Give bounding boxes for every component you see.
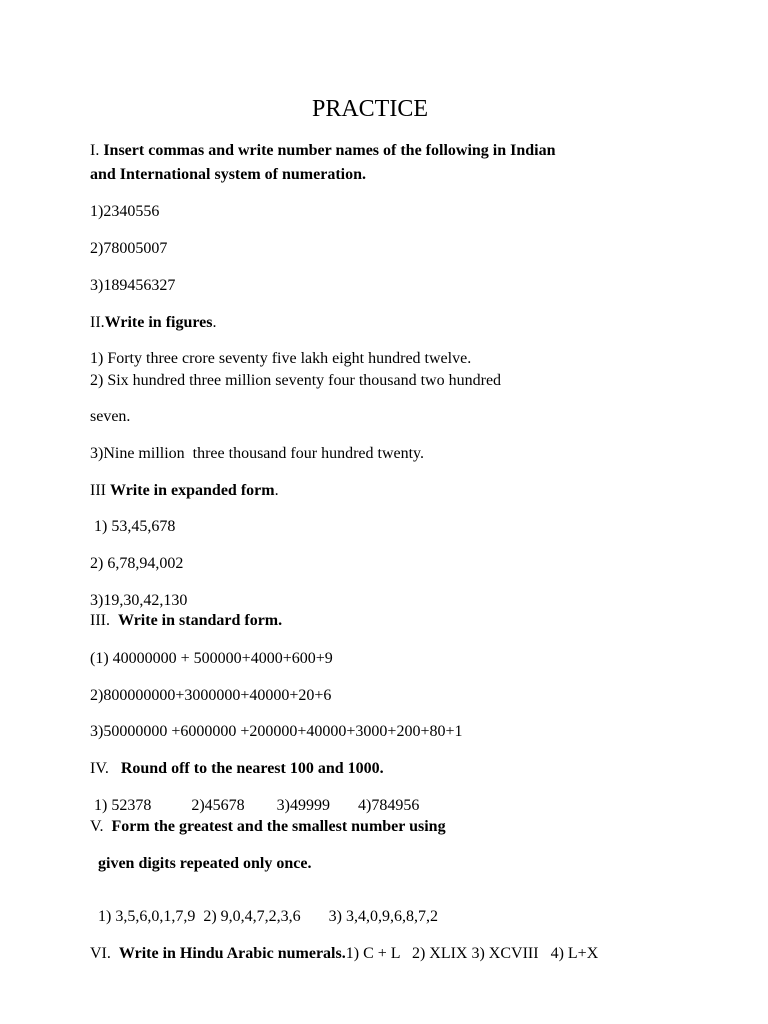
section-6-heading-cont <box>90 854 311 874</box>
section-3-heading <box>90 481 279 501</box>
section-1-heading-text: Insert commas and write number names of the following in Indian <box>103 142 556 159</box>
section-7-heading-text: Write in Hindu Arabic numerals. <box>118 945 346 962</box>
section-7-heading <box>90 944 598 964</box>
section-6-heading-text-2: given digits repeated only once. <box>90 855 312 872</box>
section-4-heading-text: Write in standard form. <box>117 612 283 629</box>
section-3-item-1: 1) 53,45,678 <box>90 518 176 535</box>
section-1-heading-cont <box>90 165 366 185</box>
section-4-heading <box>90 611 282 631</box>
section-2-heading-text: Write in figures <box>104 314 213 331</box>
section-1-item-3: 3)189456327 <box>90 277 176 294</box>
page-title: PRACTICE <box>311 96 428 122</box>
section-5-number: IV. <box>90 760 121 777</box>
section-6-items: 1) 3,5,6,0,1,7,9 2) 9,0,4,7,2,3,6 3) 3,4,0,9,6,8,7,2 <box>90 908 438 925</box>
section-2-item-1: 1) Forty three crore seventy five lakh eight hundred twelve. <box>90 350 472 367</box>
section-6-number: V. <box>90 818 112 835</box>
section-2-number: II. <box>90 314 105 331</box>
section-7-items: 1) C + L 2) XLIX 3) XCVIII 4) L+X <box>345 945 599 962</box>
section-1-item-2: 2)78005007 <box>90 240 168 257</box>
section-3-heading-dot: . <box>274 482 279 499</box>
section-2-item-2: 2) Six hundred three million seventy four thousand two hundred <box>90 372 502 389</box>
section-4-item-2: 2)800000000+3000000+40000+20+6 <box>90 687 332 704</box>
section-1-number: I. <box>90 142 100 159</box>
section-2-item-2-cont: seven. <box>90 408 131 425</box>
section-5-heading-text: Round off to the nearest 100 and 1000. <box>120 760 384 777</box>
section-4-item-1: (1) 40000000 + 500000+4000+600+9 <box>90 650 333 667</box>
section-2-heading-dot: . <box>212 314 217 331</box>
section-6-heading-text: Form the greatest and the smallest number using <box>111 818 446 835</box>
section-3-item-3: 3)19,30,42,130 <box>90 592 188 609</box>
section-3-heading-text: Write in expanded form <box>109 482 275 499</box>
section-7-number: VI. <box>90 945 119 962</box>
section-1-heading <box>90 141 556 161</box>
section-6-heading <box>90 817 446 837</box>
section-4-number: III. <box>90 612 118 629</box>
section-3-item-2: 2) 6,78,94,002 <box>90 555 184 572</box>
section-2-item-3: 3)Nine million three thousand four hundred twenty. <box>90 445 424 462</box>
section-2-heading <box>90 313 217 333</box>
section-5-items: 1) 52378 2)45678 3)49999 4)784956 <box>90 797 420 814</box>
section-1-heading-text-2: and International system of numeration. <box>90 166 367 183</box>
section-4-item-3: 3)50000000 +6000000 +200000+40000+3000+200+80+1 <box>90 723 463 740</box>
section-1-item-1: 1)2340556 <box>90 203 160 220</box>
section-3-number: III <box>90 482 110 499</box>
section-5-heading <box>90 759 384 779</box>
